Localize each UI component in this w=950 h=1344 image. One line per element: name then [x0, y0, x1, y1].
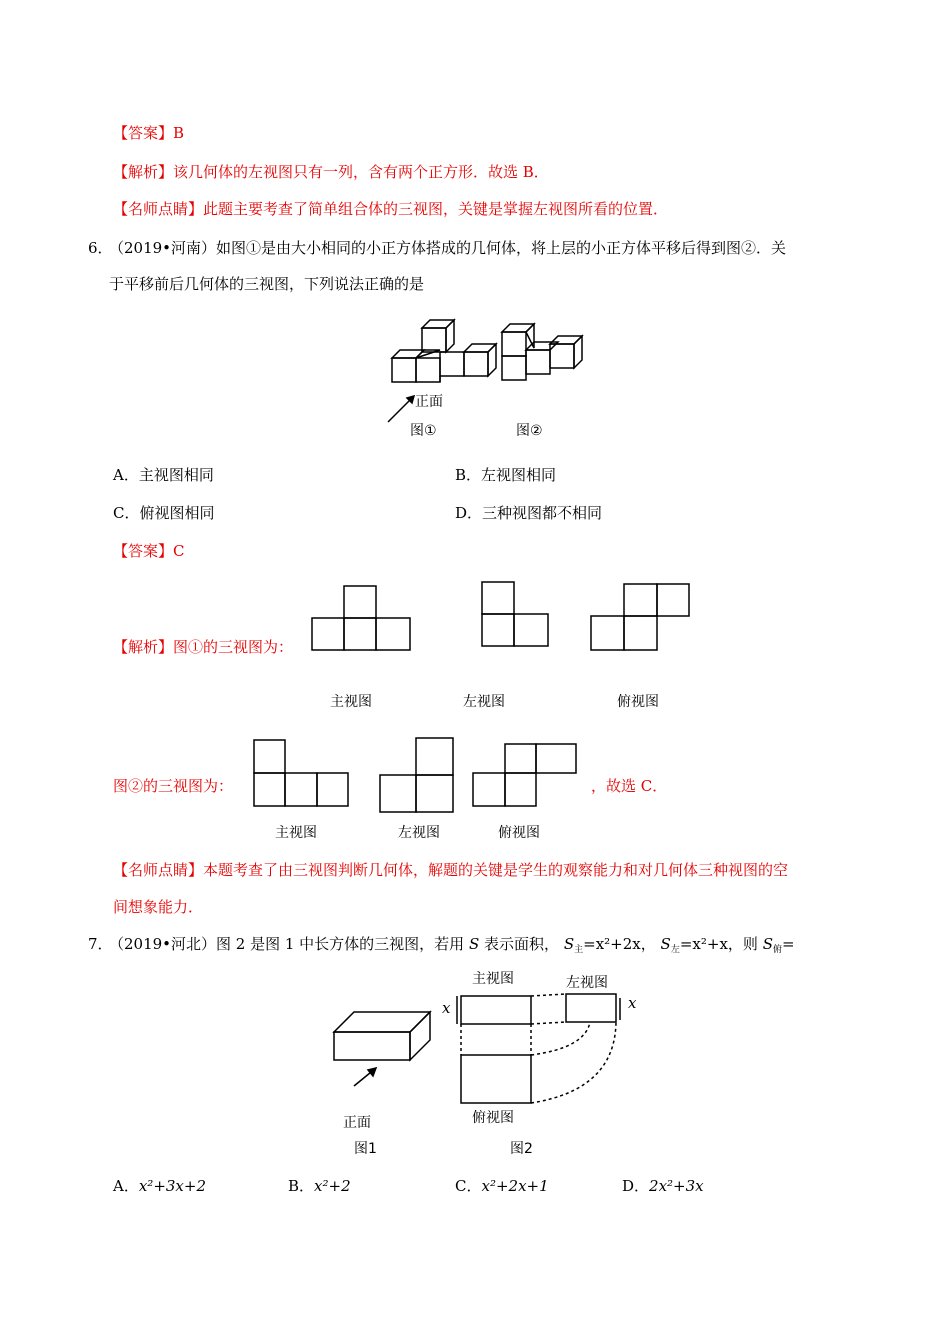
q7-sub-left: 左	[670, 945, 680, 955]
q6-number: 6．	[88, 239, 113, 257]
q7-figure1-box	[334, 1012, 430, 1060]
q6-option-a: A．主视图相同	[113, 466, 214, 484]
q6-tip-line1: 【名师点睛】本题考查了由三视图判断几何体，解题的关键是学生的观察能力和对几何体三种视图的空	[113, 861, 789, 879]
q7-symbol-s-left: S	[660, 935, 671, 953]
q6-fig2-caption: 图②	[516, 423, 543, 439]
q7-eq-main: =x²+2x，	[583, 935, 656, 953]
q6-fig1-views-svg	[310, 584, 700, 654]
q6-fig1-left-view	[482, 582, 548, 646]
q7-top-view-label: 俯视图	[472, 1110, 514, 1126]
q7-left-view-label: 左视图	[566, 975, 608, 991]
q7-eq-end: =	[781, 935, 795, 953]
q6-fig2-left-view	[380, 738, 453, 812]
q6-fig1-caption: 图①	[410, 423, 437, 439]
q6-fig1-top-view	[591, 584, 689, 650]
q7-main-view-label: 主视图	[472, 971, 514, 987]
q6-view-label-1-top: 俯视图	[617, 694, 659, 710]
q5-answer: 【答案】B	[113, 124, 185, 142]
q6-fig2-views-svg	[254, 740, 584, 815]
q7-sub-main: 主	[574, 945, 584, 955]
q7-top-view	[461, 1055, 531, 1103]
q6-fig2-main-view	[254, 740, 348, 806]
q6-option-c: C．俯视图相同	[113, 504, 215, 522]
q7-symbol-s-main: S	[563, 935, 575, 953]
q7-stem-mid: 表示面积，	[484, 935, 560, 953]
q6-option-d: D．三种视图都不相同	[455, 504, 603, 522]
q7-option-a: A．x²+3x+2	[113, 1177, 206, 1195]
q6-view-label-2-main: 主视图	[275, 825, 317, 841]
q7-symbol-s-top: S	[762, 935, 773, 953]
q7-option-c: C．x²+2x+1	[455, 1177, 549, 1195]
q6-figure1-cubes	[392, 320, 496, 382]
q6-conclusion: ，故选 C．	[591, 777, 668, 795]
q7-option-d: D．2x²+3x	[622, 1177, 704, 1195]
q6-figures-svg	[380, 318, 600, 398]
q7-left-view	[566, 994, 616, 1022]
q6-analysis-fig2: 图②的三视图为：	[113, 777, 234, 795]
q5-tip: 【名师点睛】此题主要考查了简单组合体的三视图，关键是掌握左视图所看的位置．	[113, 200, 669, 218]
q7-symbol-s: S	[468, 935, 480, 953]
q7-x-label-main: x	[442, 999, 451, 1017]
q6-fig2-top-view	[473, 744, 576, 806]
q7-stem	[109, 934, 795, 954]
q6-view-label-1-main: 主视图	[330, 694, 372, 710]
q6-figure2-cubes	[502, 324, 582, 380]
q6-stem-line2: 于平移前后几何体的三视图，下列说法正确的是	[109, 275, 425, 293]
q7-stem-prefix: （2019•河北）图 2 是图 1 中长方体的三视图，若用	[109, 935, 465, 953]
q7-fig1-caption: 图1	[354, 1141, 377, 1157]
q5-analysis: 【解析】该几何体的左视图只有一列，含有两个正方形．故选 B．	[113, 163, 549, 181]
q6-view-label-1-left: 左视图	[463, 694, 505, 710]
q6-front-label: 正面	[415, 394, 443, 410]
q7-option-b: B．x²+2	[288, 1177, 351, 1195]
q7-front-label: 正面	[343, 1115, 371, 1131]
q6-analysis-prefix: 【解析】图①的三视图为：	[113, 638, 294, 656]
q7-sub-top: 俯	[772, 945, 782, 955]
q6-tip-line2: 间想象能力．	[113, 898, 204, 916]
q6-view-label-2-left: 左视图	[398, 825, 440, 841]
q7-main-view	[461, 996, 531, 1024]
q6-answer: 【答案】C	[113, 542, 185, 560]
q6-option-b: B．左视图相同	[455, 466, 557, 484]
q7-number: 7．	[88, 935, 113, 953]
q7-fig2-caption: 图2	[510, 1141, 533, 1157]
q6-view-label-2-top: 俯视图	[498, 825, 540, 841]
q6-stem-line1: （2019•河南）如图①是由大小相同的小正方体搭成的几何体，将上层的小正方体平移后得到图②．关	[109, 239, 787, 257]
q7-x-label-left: x	[628, 994, 637, 1012]
q7-eq-left: =x²+x，则	[679, 935, 758, 953]
q6-fig1-main-view	[312, 586, 410, 650]
